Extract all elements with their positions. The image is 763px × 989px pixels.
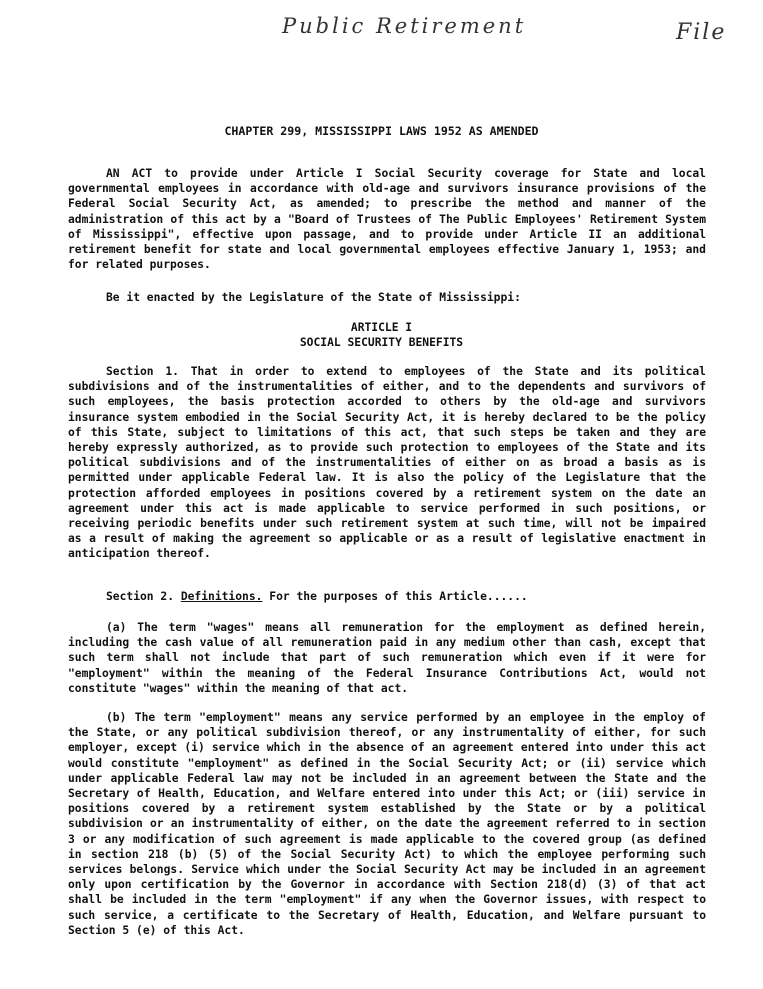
handwritten-note: Public Retirement <box>282 14 527 38</box>
definitions-heading: Definitions. <box>180 590 263 603</box>
enacting-clause: Be it enacted by the Legislature of the State of Mississippi: <box>106 291 521 304</box>
section-1-paragraph: Section 1. That in order to extend to employees of the State and its political subdivisions and of the instrumentalities of either, and to the dependents and survivors of such employees, the basis protection accorded to others by the old-age and survivors insurance system embodied in the Social Security Act, it is hereby declared to be the policy of this State, subject to limitations of this act, that such steps be taken and they are hereby expressly authorized, as to provide such protection to employees of the State and its political subdivisions and of the instrumentalities of either on as broad a basis as is permitted under applicable Federal law. It is also the policy of the Legislature that the protection afforded employees in positions covered by a retirement system on the date an agreement under this act is made applicable to service performed in such positions, or receiving periodic benefits under such retirement system at such time, will not be impaired as a result of making the agreement so applicable or as a result of legislative enactment in anticipation thereof. <box>68 365 706 561</box>
handwritten-file-note: File <box>676 20 727 45</box>
definition-b-paragraph: (b) The term "employment" means any service performed by an employee in the employ of the State, or any political subdivision thereof, or any instrumentality of either, for such employer, except (i) service which in the absence of an agreement entered into under this act would constitute "employment" as defined in the Social Security Act; or (ii) service which under applicable Federal law may not be included in an agreement between the State and the Secretary of Health, Education, and Welfare entered into under this Act; or (iii) service in positions covered by a retirement system established by the State or by a political subdivision or an instrumentality of either, on the date the agreement referred to in section 3 or any modification of such agreement is made applicable to the covered group (as defined in section 218 (b) (5) of the Social Security Act) to which the employee performing such services belongs. Service which under the Social Security Act may be included in an agreement only upon certification by the Governor in accordance with Section 218(d) (3) of that act shall be included in the term "employment" if any when the Governor issues, with respect to such service, a certificate to the Secretary of Health, Education, and Welfare pursuant to Section 5 (e) of this Act. <box>68 711 706 937</box>
section-2-intro: For the purposes of this Article...... <box>269 590 528 603</box>
section-2-number: Section 2. <box>106 590 175 603</box>
article-number: ARTICLE I <box>350 321 413 334</box>
article-heading: SOCIAL SECURITY BENEFITS <box>299 336 464 349</box>
preamble-paragraph: AN ACT to provide under Article I Social Security coverage for State and local governmental employees in accordance with old-age and survivors insurance provisions of the Federal Social Security Act, as amended; to prescribe the method and manner of the administration of this act by a "Board of Trustees of The Public Employees' Retirement System of Mississippi", effective upon passage, and to provide under Article II an additional retirement benefit for state and local governmental employees effective January 1, 1953; and for related purposes. <box>68 167 706 272</box>
definition-a-paragraph: (a) The term "wages" means all remuneration for the employment as defined herein, including the cash value of all remuneration paid in any medium other than cash, except that such term shall not include that part of such remuneration which even if it were for "employment" within the meaning of the Federal Insurance Contributions Act, would not constitute "wages" within the meaning of that act. <box>68 621 706 695</box>
document-title: CHAPTER 299, MISSISSIPPI LAWS 1952 AS AMENDED <box>224 124 539 138</box>
section-2-heading-line <box>106 590 528 603</box>
